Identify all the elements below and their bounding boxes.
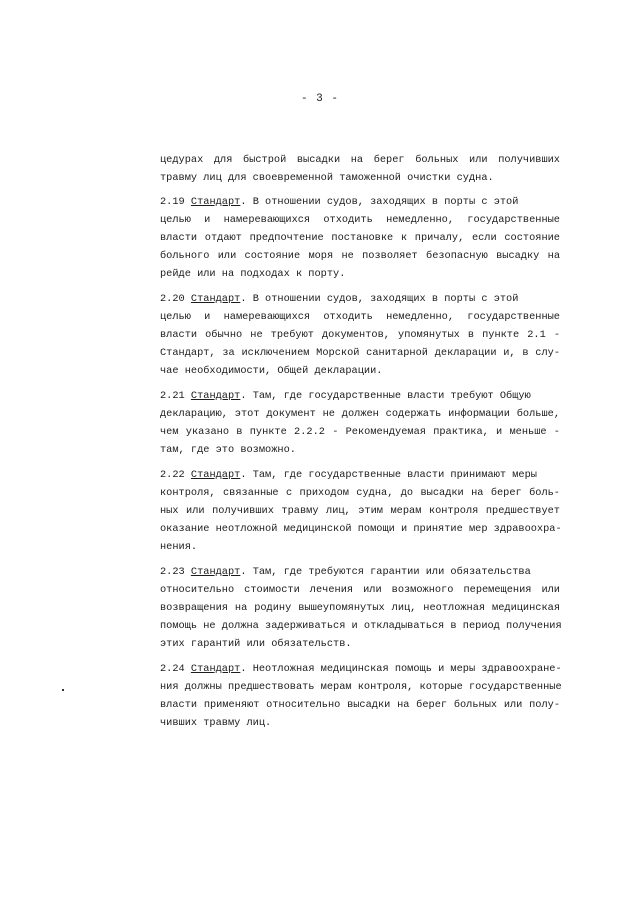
intro-line: травму лиц для своевременной таможенной очистки судна. bbox=[160, 172, 494, 184]
section-2-24-line: 2.24 Стандарт. Неотложная медицинская помощь и меры здравоохране- bbox=[160, 663, 562, 675]
section-2-19-line: 2.19 Стандарт. В отношении судов, заходящих в порты с этой bbox=[160, 196, 519, 208]
section-2-22-line: 2.22 Стандарт. Там, где государственные власти принимают меры bbox=[160, 469, 537, 481]
section-line: власти обычно не требуют документов, упомянутых в пункте 2.1 - bbox=[160, 329, 560, 341]
section-2-21-line: 2.21 Стандарт. Там, где государственные власти требуют Общую bbox=[160, 390, 531, 402]
standard-label: Стандарт bbox=[190, 293, 241, 305]
section-line: власти применяют относительно высадки на берег больных или полу- bbox=[160, 699, 560, 711]
section-line: там, где это возможно. bbox=[160, 444, 296, 456]
section-line: оказание неотложной медицинской помощи и принятие мер здравоохра- bbox=[160, 523, 562, 535]
section-number: 2.22 bbox=[160, 469, 185, 481]
page-number: - 3 - bbox=[300, 93, 339, 105]
section-line: целью и намеревающихся отходить немедленно, государственные bbox=[160, 311, 560, 323]
section-line: чивших травму лиц. bbox=[160, 717, 272, 729]
section-line: нения. bbox=[160, 541, 198, 553]
standard-label: Стандарт bbox=[190, 469, 241, 481]
section-line: ния должны предшествовать мерам контроля, которые государственные bbox=[160, 681, 562, 693]
section-number: 2.23 bbox=[160, 566, 185, 578]
section-line: возвращения на родину вышеупомянутых лиц, неотложная медицинская bbox=[160, 602, 560, 614]
section-line: Стандарт, за исключением Морской санитарной декларации и, в слу- bbox=[160, 347, 560, 359]
standard-label: Стандарт bbox=[190, 196, 241, 208]
section-line: чем указано в пункте 2.2.2 - Рекомендуемая практика, и меньше - bbox=[160, 426, 560, 438]
intro-line: цедурах для быстрой высадки на берег больных или получивших bbox=[160, 154, 560, 166]
section-line: этих гарантий или обязательств. bbox=[160, 638, 352, 650]
section-2-23-line: 2.23 Стандарт. Там, где требуются гарантии или обязательства bbox=[160, 566, 531, 578]
margin-speck bbox=[62, 689, 64, 691]
section-number: 2.24 bbox=[160, 663, 185, 675]
section-line: чае необходимости, Общей декларации. bbox=[160, 365, 383, 377]
section-number: 2.21 bbox=[160, 390, 185, 402]
section-line: ных или получивших травму лиц, этим мерам контроля предшествует bbox=[160, 505, 560, 517]
standard-label: Стандарт bbox=[190, 663, 241, 675]
standard-label: Стандарт bbox=[190, 566, 241, 578]
section-line: контроля, связанные с приходом судна, до высадки на берег боль- bbox=[160, 487, 560, 499]
section-number: 2.19 bbox=[160, 196, 185, 208]
section-line: декларацию, этот документ не должен содержать информации больше, bbox=[160, 408, 560, 420]
section-line: рейде или на подходах к порту. bbox=[160, 268, 346, 280]
section-line: больного или состояние моря не позволяет безопасную высадку на bbox=[160, 250, 560, 262]
section-line: помощь не должна задерживаться и откладываться в период получения bbox=[160, 620, 562, 632]
section-line: целью и намеревающихся отходить немедленно, государственные bbox=[160, 214, 560, 226]
section-number: 2.20 bbox=[160, 293, 185, 305]
section-2-20-line: 2.20 Стандарт. В отношении судов, заходящих в порты с этой bbox=[160, 293, 519, 305]
section-line: власти отдают предпочтение постановке к причалу, если состояние bbox=[160, 232, 560, 244]
section-line: относительно стоимости лечения или возможного перемещения или bbox=[160, 584, 560, 596]
standard-label: Стандарт bbox=[190, 390, 241, 402]
